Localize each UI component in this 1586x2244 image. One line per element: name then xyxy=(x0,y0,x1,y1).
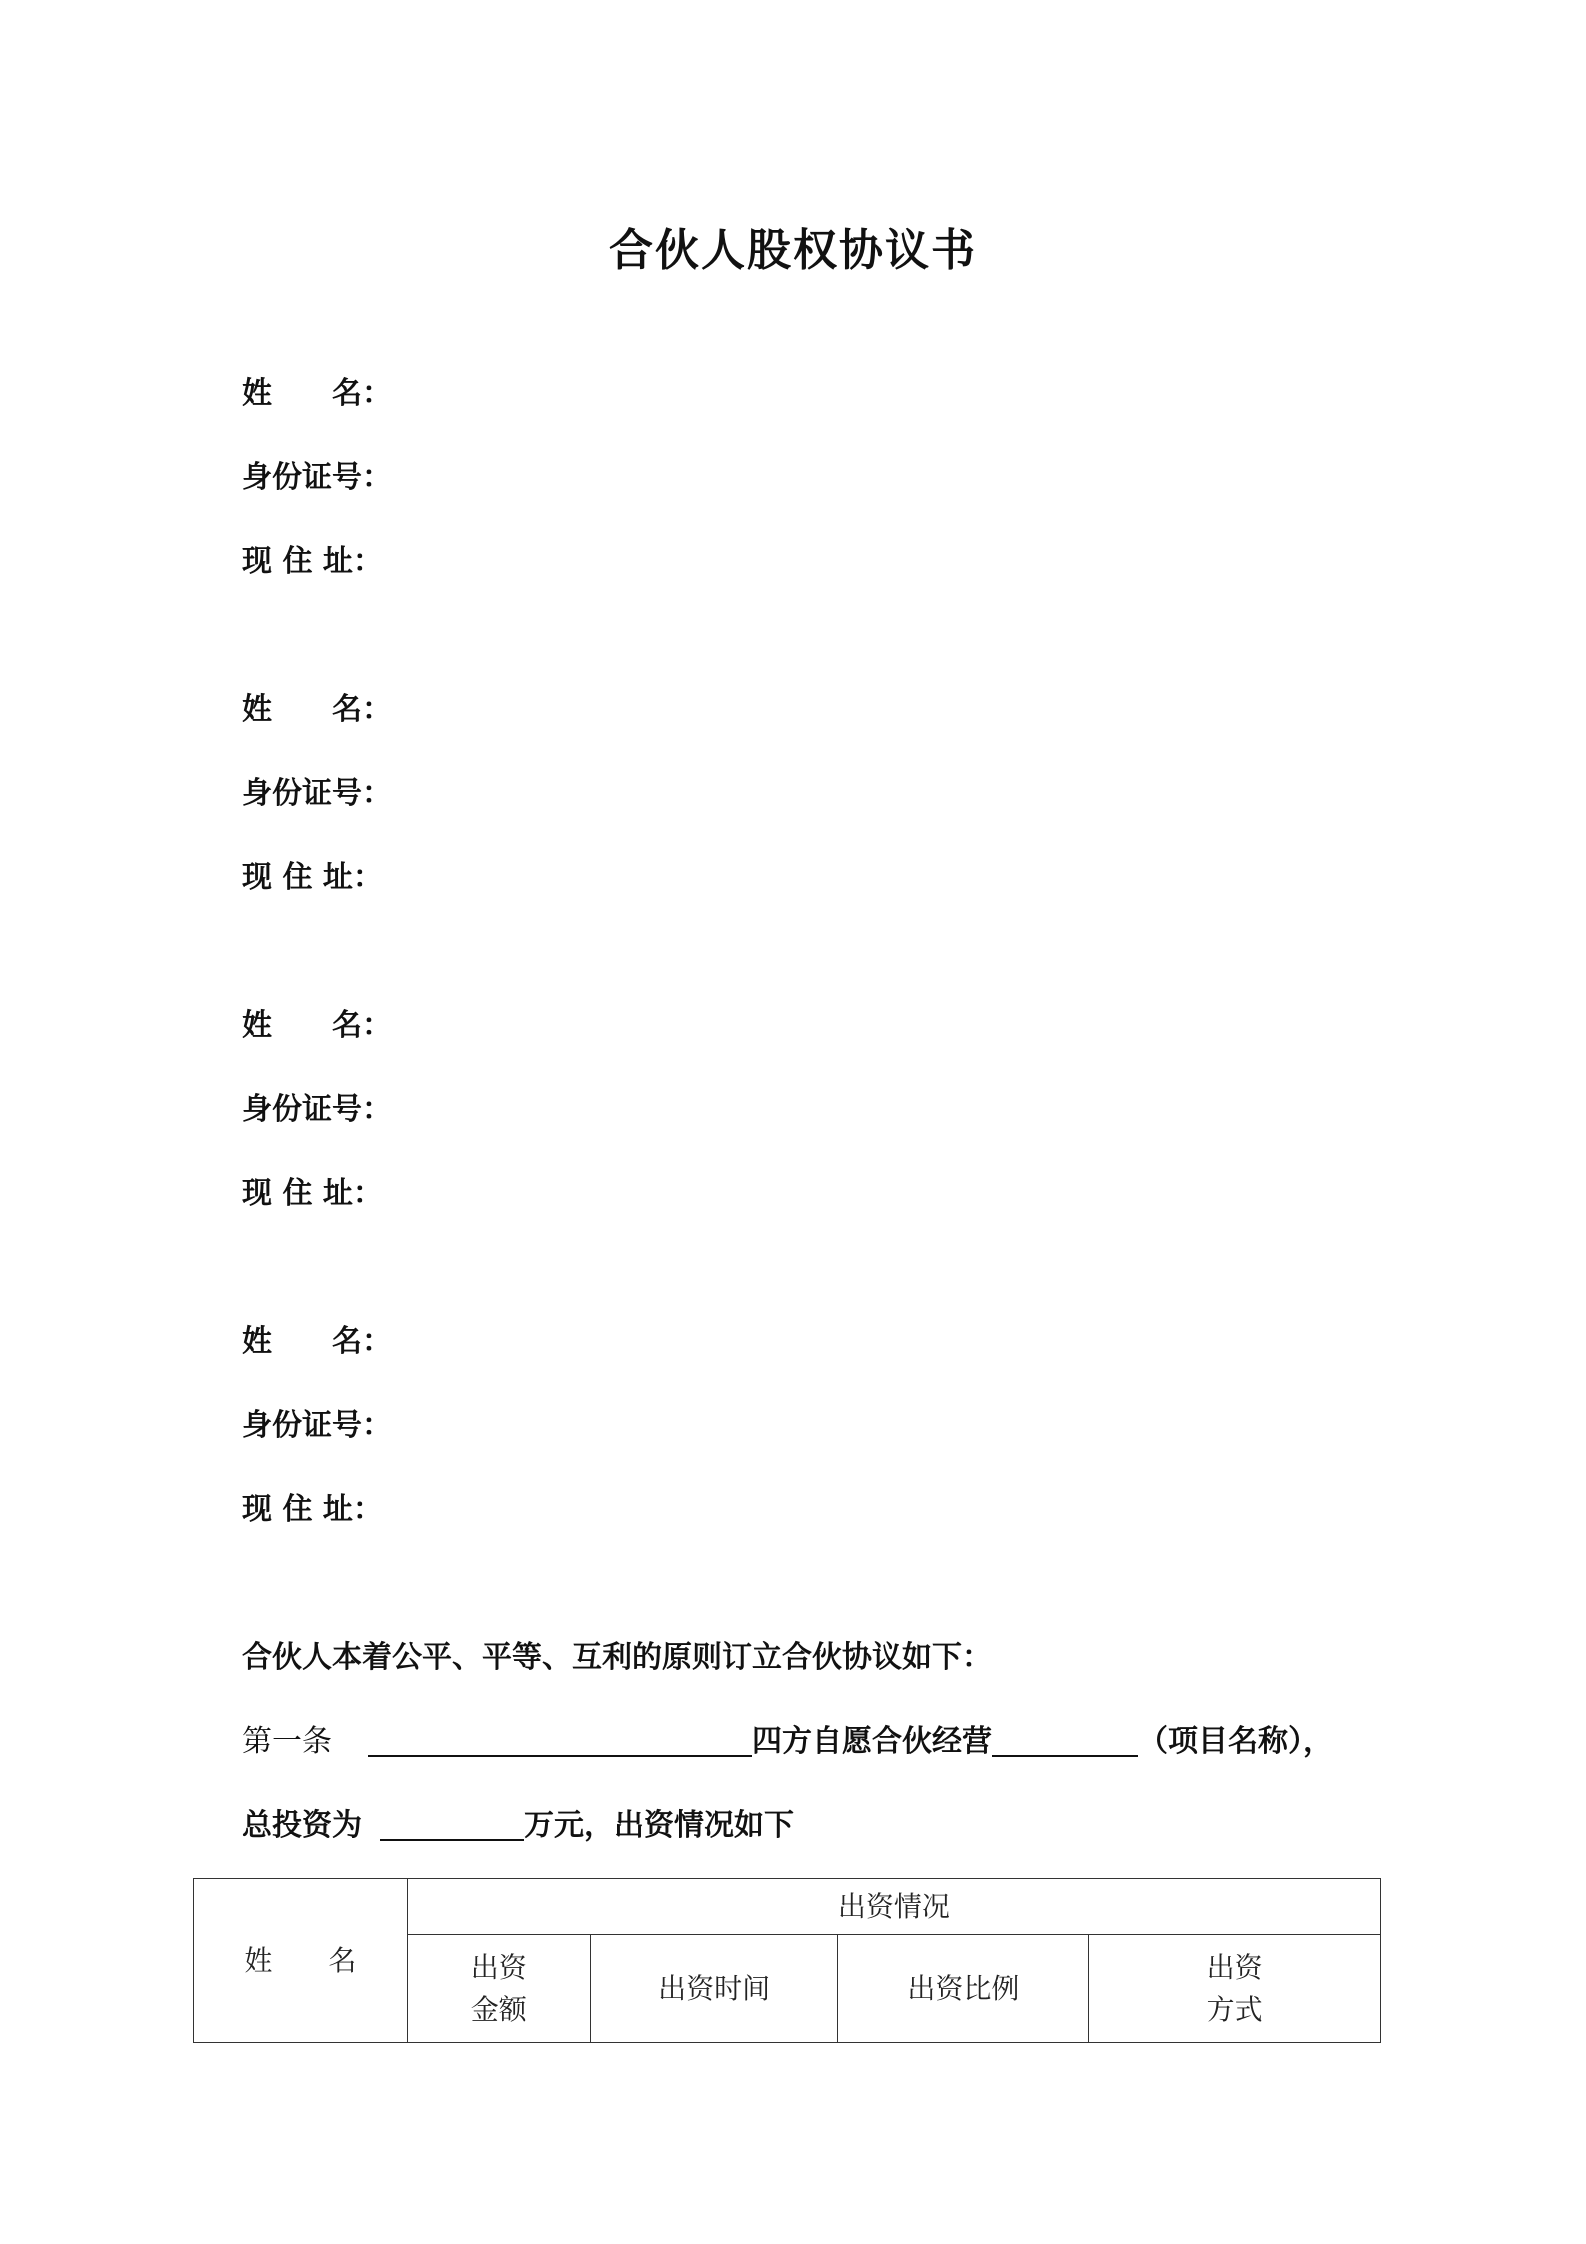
article-1-prefix: 第一条 xyxy=(242,1724,332,1759)
partner-1-id-label: 身份证号： xyxy=(242,460,392,495)
partner-4-name-label: 姓 名： xyxy=(242,1324,392,1359)
investment-total-label: 总投资为 xyxy=(242,1808,362,1843)
partner-1-address-label: 现 住 址： xyxy=(242,544,383,579)
method-header-line-2: 方式 xyxy=(1206,1992,1263,2026)
amount-header xyxy=(407,1935,590,2043)
investment-unit-text: 万元，出资情况如下 xyxy=(524,1808,794,1843)
article-1-text: 四方自愿合伙经营 xyxy=(752,1724,992,1759)
amount-header-line-1: 出资 xyxy=(470,1950,527,1984)
partners-blank[interactable] xyxy=(368,1725,752,1757)
investment-amount-blank[interactable] xyxy=(380,1809,524,1841)
amount-header-line-2: 金额 xyxy=(470,1992,527,2026)
partner-3-id-label: 身份证号： xyxy=(242,1092,392,1127)
partner-3-name-label: 姓 名： xyxy=(242,1008,392,1043)
project-name-blank[interactable] xyxy=(992,1725,1138,1757)
partner-4-address-label: 现 住 址： xyxy=(242,1492,383,1527)
investment-line xyxy=(242,1806,794,1846)
method-header-line-1: 出资 xyxy=(1206,1950,1263,1984)
partner-4-id-label: 身份证号： xyxy=(242,1408,392,1443)
partner-2-address-label: 现 住 址： xyxy=(242,860,383,895)
contribution-group-header: 出资情况 xyxy=(407,1879,1380,1935)
method-header xyxy=(1089,1935,1381,2043)
article-1-project-label: （项目名称）， xyxy=(1138,1724,1333,1759)
partner-2-id-label: 身份证号： xyxy=(242,776,392,811)
partner-2-name-label: 姓 名： xyxy=(242,692,392,727)
document-title: 合伙人股权协议书 xyxy=(609,225,977,276)
partner-1-name-label: 姓 名： xyxy=(242,376,392,411)
article-1-line xyxy=(242,1722,1333,1762)
name-header: 姓 名 xyxy=(194,1879,408,2043)
partner-3-address-label: 现 住 址： xyxy=(242,1176,383,1211)
agreement-intro: 合伙人本着公平、平等、互利的原则订立合伙协议如下： xyxy=(242,1640,992,1675)
time-header: 出资时间 xyxy=(590,1935,838,2043)
ratio-header: 出资比例 xyxy=(838,1935,1089,2043)
contribution-table xyxy=(193,1878,1381,2043)
